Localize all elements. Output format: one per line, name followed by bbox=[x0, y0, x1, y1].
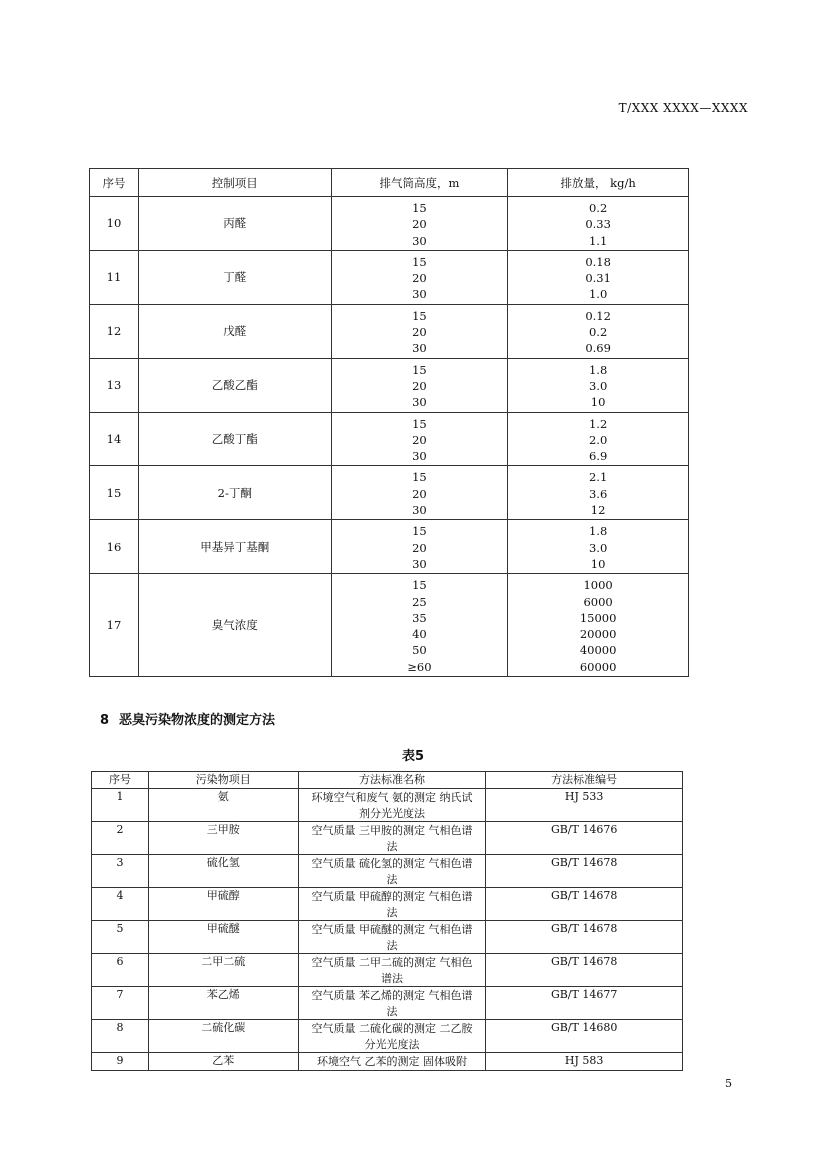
row-method-name: 空气质量 硫化氢的测定 气相色谱法 bbox=[298, 855, 486, 888]
row-no: 9 bbox=[92, 1053, 149, 1071]
height-value: 30 bbox=[412, 503, 427, 518]
rate-value: 1000 bbox=[583, 578, 613, 593]
table-row bbox=[92, 1053, 683, 1071]
row-rates bbox=[508, 520, 689, 574]
rate-value: 1.1 bbox=[588, 233, 608, 248]
rate-value: 0.12 bbox=[585, 308, 611, 323]
row-no: 14 bbox=[90, 412, 139, 466]
height-value: 30 bbox=[412, 556, 427, 571]
height-value: 30 bbox=[412, 233, 427, 248]
row-no: 2 bbox=[92, 822, 149, 855]
rate-value: 6000 bbox=[583, 594, 613, 609]
height-value: 30 bbox=[412, 341, 427, 356]
rate-value: 2.0 bbox=[588, 432, 608, 447]
row-item: 甲基异丁基酮 bbox=[138, 520, 331, 574]
height-value: 40 bbox=[412, 627, 427, 642]
row-item: 丁醛 bbox=[138, 250, 331, 304]
row-method-name: 空气质量 苯乙烯的测定 气相色谱法 bbox=[298, 987, 486, 1020]
table-row bbox=[92, 987, 683, 1020]
row-item: 2-丁酮 bbox=[138, 466, 331, 520]
row-heights bbox=[331, 250, 508, 304]
measurement-methods-table bbox=[91, 771, 683, 1071]
rate-value: 0.18 bbox=[585, 254, 611, 269]
row-rates bbox=[508, 250, 689, 304]
row-rates bbox=[508, 574, 689, 677]
height-value: 15 bbox=[412, 201, 427, 215]
row-no: 11 bbox=[90, 250, 139, 304]
row-item: 丙醛 bbox=[138, 197, 331, 251]
section-title: 恶臭污染物浓度的测定方法 bbox=[119, 713, 276, 728]
height-value: 15 bbox=[412, 524, 427, 539]
table-row bbox=[92, 888, 683, 921]
row-pollutant: 甲硫醚 bbox=[148, 921, 298, 954]
row-heights bbox=[331, 574, 508, 677]
table-row bbox=[90, 358, 689, 412]
row-pollutant: 二硫化碳 bbox=[148, 1020, 298, 1053]
header-height: 排气筒高度，m bbox=[331, 169, 508, 197]
height-value: 15 bbox=[412, 470, 427, 485]
header-pollutant: 污染物项目 bbox=[148, 772, 298, 789]
table-row bbox=[92, 921, 683, 954]
table-row bbox=[90, 250, 689, 304]
row-heights bbox=[331, 197, 508, 251]
row-no: 4 bbox=[92, 888, 149, 921]
table-caption: 表5 bbox=[401, 749, 425, 764]
rate-value: 20000 bbox=[579, 627, 617, 642]
row-no: 5 bbox=[92, 921, 149, 954]
row-no: 16 bbox=[90, 520, 139, 574]
table-row bbox=[92, 1020, 683, 1053]
table-row bbox=[90, 412, 689, 466]
row-no: 10 bbox=[90, 197, 139, 251]
rate-value: 0.2 bbox=[588, 201, 608, 215]
row-no: 15 bbox=[90, 466, 139, 520]
row-method-name: 空气质量 甲硫醇的测定 气相色谱法 bbox=[298, 888, 486, 921]
height-value: 20 bbox=[412, 325, 427, 340]
height-value: 35 bbox=[412, 610, 427, 625]
row-rates bbox=[508, 412, 689, 466]
row-pollutant: 二甲二硫 bbox=[148, 954, 298, 987]
header-no: 序号 bbox=[92, 772, 149, 789]
row-item: 乙酸乙酯 bbox=[138, 358, 331, 412]
row-pollutant: 氨 bbox=[148, 789, 298, 822]
header-method-name: 方法标准名称 bbox=[298, 772, 486, 789]
row-item: 戊醛 bbox=[138, 304, 331, 358]
row-method-name: 空气质量 二甲二硫的测定 气相色谱法 bbox=[298, 954, 486, 987]
row-heights bbox=[331, 358, 508, 412]
height-value: 20 bbox=[412, 540, 427, 555]
row-method-name: 环境空气 乙苯的测定 固体吸附 bbox=[298, 1053, 486, 1071]
rate-value: 3.6 bbox=[588, 486, 608, 501]
rate-value: 6.9 bbox=[588, 449, 608, 464]
row-method-name: 空气质量 三甲胺的测定 气相色谱法 bbox=[298, 822, 486, 855]
table-row bbox=[90, 466, 689, 520]
row-pollutant: 乙苯 bbox=[148, 1053, 298, 1071]
section-number: 8 bbox=[100, 713, 110, 728]
rate-value: 10 bbox=[590, 395, 606, 410]
height-value: 25 bbox=[412, 594, 427, 609]
table-row bbox=[90, 197, 689, 251]
table-header-row bbox=[92, 772, 683, 789]
document-code: T/XXX XXXX—XXXX bbox=[618, 101, 748, 115]
row-no: 13 bbox=[90, 358, 139, 412]
row-item: 臭气浓度 bbox=[138, 574, 331, 677]
height-value: 20 bbox=[412, 217, 427, 232]
row-pollutant: 硫化氢 bbox=[148, 855, 298, 888]
table-row bbox=[92, 789, 683, 822]
header-rate: 排放量， kg/h bbox=[508, 169, 689, 197]
height-value: 15 bbox=[412, 254, 427, 269]
rate-value: 1.0 bbox=[588, 287, 608, 302]
rate-value: 0.69 bbox=[585, 341, 611, 356]
row-method-code: GB/T 14678 bbox=[486, 921, 683, 954]
row-heights bbox=[331, 304, 508, 358]
row-method-name: 空气质量 二硫化碳的测定 二乙胺分光光度法 bbox=[298, 1020, 486, 1053]
height-value: 30 bbox=[412, 395, 427, 410]
page-number: 5 bbox=[725, 1077, 732, 1090]
row-method-code: GB/T 14678 bbox=[486, 855, 683, 888]
row-method-code: GB/T 14676 bbox=[486, 822, 683, 855]
rate-value: 2.1 bbox=[588, 470, 608, 485]
row-no: 1 bbox=[92, 789, 149, 822]
row-rates bbox=[508, 466, 689, 520]
header-no: 序号 bbox=[90, 169, 139, 197]
row-method-code: GB/T 14677 bbox=[486, 987, 683, 1020]
height-value: ≥60 bbox=[407, 659, 432, 674]
row-pollutant: 苯乙烯 bbox=[148, 987, 298, 1020]
row-method-code: GB/T 14678 bbox=[486, 888, 683, 921]
section-heading bbox=[100, 709, 275, 728]
rate-value: 3.0 bbox=[588, 378, 608, 393]
rate-value: 12 bbox=[590, 503, 606, 518]
height-value: 20 bbox=[412, 432, 427, 447]
height-value: 20 bbox=[412, 486, 427, 501]
table-row bbox=[92, 822, 683, 855]
row-no: 3 bbox=[92, 855, 149, 888]
rate-value: 15000 bbox=[579, 610, 617, 625]
row-method-code: HJ 583 bbox=[486, 1053, 683, 1071]
rate-value: 1.8 bbox=[588, 362, 608, 377]
height-value: 20 bbox=[412, 271, 427, 286]
header-method-code: 方法标准编号 bbox=[486, 772, 683, 789]
row-no: 12 bbox=[90, 304, 139, 358]
row-pollutant: 三甲胺 bbox=[148, 822, 298, 855]
height-value: 30 bbox=[412, 449, 427, 464]
row-no: 7 bbox=[92, 987, 149, 1020]
table-row bbox=[92, 855, 683, 888]
height-value: 15 bbox=[412, 308, 427, 323]
row-heights bbox=[331, 520, 508, 574]
row-no: 17 bbox=[90, 574, 139, 677]
row-rates bbox=[508, 358, 689, 412]
table-row bbox=[92, 954, 683, 987]
emission-limits-table bbox=[89, 168, 689, 677]
table-header-row bbox=[90, 169, 689, 197]
height-value: 15 bbox=[412, 362, 427, 377]
table-row bbox=[90, 520, 689, 574]
table-row bbox=[90, 304, 689, 358]
row-item: 乙酸丁酯 bbox=[138, 412, 331, 466]
rate-value: 0.2 bbox=[588, 325, 608, 340]
rate-value: 1.8 bbox=[588, 524, 608, 539]
row-method-code: GB/T 14678 bbox=[486, 954, 683, 987]
rate-value: 1.2 bbox=[588, 416, 608, 431]
table-row bbox=[90, 574, 689, 677]
rate-value: 40000 bbox=[579, 643, 617, 658]
row-rates bbox=[508, 197, 689, 251]
rate-value: 10 bbox=[590, 556, 606, 571]
height-value: 15 bbox=[412, 416, 427, 431]
row-method-code: GB/T 14680 bbox=[486, 1020, 683, 1053]
row-heights bbox=[331, 466, 508, 520]
row-no: 6 bbox=[92, 954, 149, 987]
row-heights bbox=[331, 412, 508, 466]
row-method-name: 空气质量 甲硫醚的测定 气相色谱法 bbox=[298, 921, 486, 954]
height-value: 15 bbox=[412, 578, 427, 593]
row-no: 8 bbox=[92, 1020, 149, 1053]
rate-value: 0.33 bbox=[585, 217, 611, 232]
rate-value: 60000 bbox=[579, 659, 617, 674]
row-method-name: 环境空气和废气 氨的测定 纳氏试剂分光光度法 bbox=[298, 789, 486, 822]
height-value: 30 bbox=[412, 287, 427, 302]
row-method-code: HJ 533 bbox=[486, 789, 683, 822]
row-pollutant: 甲硫醇 bbox=[148, 888, 298, 921]
header-item: 控制项目 bbox=[138, 169, 331, 197]
height-value: 50 bbox=[412, 643, 427, 658]
height-value: 20 bbox=[412, 378, 427, 393]
rate-value: 3.0 bbox=[588, 540, 608, 555]
row-rates bbox=[508, 304, 689, 358]
rate-value: 0.31 bbox=[585, 271, 611, 286]
